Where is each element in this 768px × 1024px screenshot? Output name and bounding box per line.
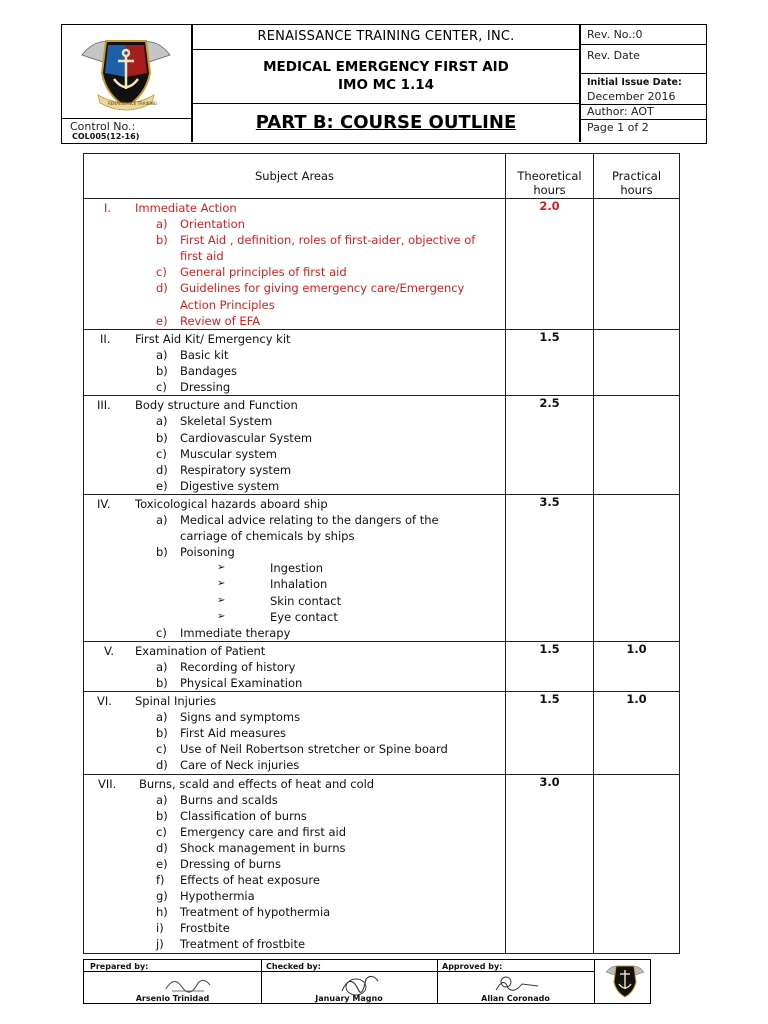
subtopic-item	[84, 741, 505, 757]
subtopic-item	[84, 709, 505, 725]
subtopic-letter: d)	[156, 840, 168, 855]
subtopic-item	[84, 675, 505, 691]
document-header	[61, 24, 707, 144]
arrow-bullet-icon: ➢	[217, 562, 226, 574]
section-numeral: VI.	[97, 694, 112, 709]
outline-section-row	[84, 396, 680, 495]
subtopic-item	[84, 576, 505, 592]
section-title: Body structure and Function	[135, 398, 298, 413]
subtopic-item	[84, 659, 505, 675]
subtopic-item	[84, 808, 505, 824]
subtopic-text: Ingestion	[270, 561, 324, 576]
practical-hours-cell	[594, 494, 680, 641]
section-title: Examination of Patient	[135, 643, 266, 658]
subtopic-item	[84, 904, 505, 920]
theoretical-hours-cell: 2.0	[506, 199, 594, 330]
subtopic-text: Muscular system	[180, 446, 278, 461]
subtopic-text: Immediate therapy	[180, 625, 291, 640]
signature-footer	[83, 959, 651, 1004]
subtopic-text: Treatment of hypothermia	[180, 905, 331, 920]
subject-cell	[84, 396, 506, 495]
outline-section-row	[84, 199, 680, 330]
table-header-row	[84, 154, 680, 199]
subtopic-item	[84, 824, 505, 840]
subtopic-item	[84, 593, 505, 609]
subtopic-letter: a)	[156, 710, 168, 725]
section-title: Spinal Injuries	[135, 694, 217, 709]
subtopic-item	[84, 413, 505, 429]
section-title: Burns, scald and effects of heat and cold	[139, 776, 375, 791]
subtopic-text: Burns and scalds	[180, 792, 278, 807]
subtopic-item	[84, 478, 505, 494]
initial-issue-date: December 2016	[587, 90, 676, 103]
subtopic-item	[84, 757, 505, 773]
signature-icon	[492, 972, 542, 996]
subtopic-text: Eye contact	[270, 609, 338, 624]
arrow-bullet-icon: ➢	[217, 594, 226, 606]
practical-hours-cell: 1.0	[594, 641, 680, 691]
rev-no: Rev. No.:0	[587, 28, 643, 41]
subtopic-letter: i)	[156, 921, 164, 936]
subtopic-letter: d)	[156, 281, 168, 296]
subtopic-letter: g)	[156, 889, 168, 904]
subject-areas-header	[84, 154, 506, 199]
subtopic-item	[84, 379, 505, 395]
subtopic-text: Skeletal System	[180, 414, 273, 429]
subtopic-letter: a)	[156, 792, 168, 807]
subtopic-item	[84, 232, 505, 248]
subtopic-item	[84, 528, 505, 544]
subtopic-item	[84, 446, 505, 462]
subtopic-text: Basic kit	[180, 348, 229, 363]
subtopic-text: Cardiovascular System	[180, 430, 313, 445]
approved-by-label: Approved by:	[442, 962, 503, 971]
signature-icon	[164, 973, 214, 995]
subtopic-letter: b)	[156, 364, 168, 379]
section-numeral: V.	[104, 643, 115, 658]
subtopic-text: Emergency care and first aid	[180, 824, 347, 839]
subtopic-item	[84, 280, 505, 296]
control-no-code: COL005(12-16)	[72, 132, 140, 141]
subtopic-item	[84, 313, 505, 329]
subtopic-letter: b)	[156, 233, 168, 248]
theoretical-hours-cell: 3.0	[506, 774, 594, 953]
practical-label: Practical	[611, 169, 662, 183]
subject-cell	[84, 692, 506, 774]
practical-hours-cell	[594, 774, 680, 953]
theoretical-hours-cell: 2.5	[506, 396, 594, 495]
subtopic-text: Dressing of burns	[180, 857, 281, 871]
company-logo	[76, 33, 176, 115]
subtopic-text: Care of Neck injuries	[180, 758, 300, 773]
subtopic-text: carriage of chemicals by ships	[180, 529, 355, 544]
subject-areas-label: Subject Areas	[254, 169, 335, 183]
subtopic-text: Treatment of frostbite	[180, 937, 306, 952]
subtopic-text: Orientation	[180, 217, 245, 232]
practical-hours-cell: 1.0	[594, 692, 680, 774]
section-numeral: III.	[97, 398, 111, 413]
course-title: MEDICAL EMERGENCY FIRST AID	[263, 59, 509, 75]
subtopic-letter: b)	[156, 675, 168, 690]
theoretical-hours-header	[506, 154, 594, 199]
subtopic-text: Physical Examination	[180, 675, 303, 690]
section-title: Toxicological hazards aboard ship	[135, 496, 328, 511]
subtopic-letter: c)	[156, 265, 167, 280]
subtopic-item	[84, 936, 505, 952]
subtopic-letter: c)	[156, 824, 167, 839]
subtopic-text: Use of Neil Robertson stretcher or Spine board	[180, 742, 448, 757]
subtopic-text: Recording of history	[180, 659, 296, 674]
subtopic-letter: f)	[156, 873, 165, 888]
subtopic-letter: d)	[156, 758, 168, 773]
subtopic-text: Effects of heat exposure	[180, 873, 320, 888]
subtopic-text: General principles of first aid	[180, 265, 347, 280]
subtopic-item	[84, 920, 505, 936]
subtopic-text: Review of EFA	[180, 313, 261, 328]
subtopic-letter: b)	[156, 545, 168, 560]
subject-cell	[84, 199, 506, 330]
section-numeral: II.	[100, 332, 111, 346]
subtopic-letter: c)	[156, 742, 167, 757]
subtopic-item	[84, 560, 505, 576]
subtopic-text: Bandages	[180, 364, 237, 379]
subtopic-text: Dressing	[180, 380, 231, 395]
course-code: IMO MC 1.14	[338, 77, 434, 93]
subtopic-text: Signs and symptoms	[180, 710, 301, 725]
practical-hours-cell	[594, 396, 680, 495]
subtopic-text: Digestive system	[180, 478, 280, 493]
subtopic-item	[84, 544, 505, 560]
subtopic-item	[84, 430, 505, 446]
subtopic-item	[84, 248, 505, 264]
subject-cell	[84, 494, 506, 641]
subtopic-text: Hypothermia	[180, 889, 255, 904]
subtopic-letter: a)	[156, 217, 168, 232]
rev-date: Rev. Date	[587, 49, 640, 62]
subtopic-text: Inhalation	[270, 577, 328, 592]
subtopic-letter: j)	[156, 937, 164, 952]
subtopic-text: Skin contact	[270, 593, 342, 608]
subtopic-letter: b)	[156, 430, 168, 445]
subtopic-item	[84, 347, 505, 363]
section-numeral: IV.	[97, 496, 111, 511]
course-outline-table	[83, 153, 680, 954]
outline-section-row	[84, 494, 680, 641]
subtopic-item	[84, 725, 505, 741]
subtopic-letter: e)	[156, 478, 168, 493]
subtopic-text: Medical advice relating to the dangers of the	[180, 513, 439, 528]
section-title: Immediate Action	[135, 201, 237, 215]
practical-hours-cell	[594, 199, 680, 330]
subtopic-item	[84, 363, 505, 379]
prepared-by-label: Prepared by:	[90, 962, 149, 971]
subtopic-item	[84, 512, 505, 528]
practical-hours-header	[594, 154, 680, 199]
subtopic-item	[84, 264, 505, 280]
subtopic-item	[84, 297, 505, 313]
approved-by-name: Allan Coronado	[481, 994, 550, 1003]
page-title: PART B: COURSE OUTLINE	[255, 112, 517, 133]
checked-by-label: Checked by:	[266, 962, 321, 971]
theoretical-hours-label: hours	[533, 183, 566, 197]
outline-section-row	[84, 330, 680, 396]
arrow-bullet-icon: ➢	[217, 578, 226, 590]
theoretical-hours-cell: 3.5	[506, 494, 594, 641]
section-numeral: I.	[104, 201, 112, 215]
subtopic-text: Action Principles	[180, 297, 275, 312]
subtopic-item	[84, 872, 505, 888]
subject-cell	[84, 330, 506, 396]
subtopic-letter: b)	[156, 808, 168, 823]
practical-hours-label: hours	[620, 183, 653, 197]
theoretical-hours-cell: 1.5	[506, 641, 594, 691]
subject-cell	[84, 641, 506, 691]
subtopic-letter: a)	[156, 513, 168, 528]
subtopic-item	[84, 888, 505, 904]
subtopic-item	[84, 462, 505, 478]
subtopic-letter: d)	[156, 462, 168, 477]
subtopic-text: Guidelines for giving emergency care/Emergency	[180, 281, 465, 296]
subtopic-item	[84, 856, 505, 872]
prepared-by-name: Arsenio Trinidad	[135, 994, 210, 1003]
subtopic-text: Frostbite	[180, 921, 230, 936]
subtopic-letter: c)	[156, 446, 167, 461]
footer-logo	[604, 962, 646, 1002]
outline-section-row	[84, 692, 680, 774]
subtopic-letter: a)	[156, 348, 168, 363]
logo-banner-text: RENAISSANCE TRAINING	[108, 101, 157, 106]
outline-section-row	[84, 641, 680, 691]
subtopic-letter: e)	[156, 857, 168, 871]
subtopic-letter: b)	[156, 726, 168, 741]
subtopic-text: First Aid , definition, roles of first-aider, objective of	[180, 233, 476, 248]
subtopic-letter: h)	[156, 905, 168, 920]
company-name: RENAISSANCE TRAINING CENTER, INC.	[257, 29, 515, 44]
subtopic-letter: e)	[156, 313, 168, 328]
author: Author: AOT	[587, 105, 654, 118]
outline-section-row	[84, 774, 680, 953]
theoretical-hours-cell: 1.5	[506, 330, 594, 396]
checked-by-name: January Magno	[315, 994, 383, 1003]
subtopic-item	[84, 609, 505, 625]
subtopic-text: First Aid measures	[180, 726, 287, 741]
practical-hours-cell	[594, 330, 680, 396]
subtopic-text: first aid	[180, 249, 224, 264]
subject-cell	[84, 774, 506, 953]
theoretical-label: Theoretical	[517, 169, 582, 183]
theoretical-hours-cell: 1.5	[506, 692, 594, 774]
subtopic-item	[84, 216, 505, 232]
section-numeral: VII.	[98, 776, 117, 791]
page-number: Page 1 of 2	[587, 121, 649, 134]
control-no-label: Control No.:	[70, 120, 136, 133]
subtopic-letter: c)	[156, 380, 167, 395]
subtopic-item	[84, 792, 505, 808]
subtopic-text: Classification of burns	[180, 808, 307, 823]
initial-issue-label: Initial Issue Date:	[587, 77, 682, 88]
subtopic-letter: c)	[156, 625, 167, 640]
subtopic-text: Respiratory system	[180, 462, 292, 477]
subtopic-letter: a)	[156, 414, 168, 429]
section-title: First Aid Kit/ Emergency kit	[135, 332, 291, 346]
subtopic-text: Shock management in burns	[180, 840, 346, 855]
subtopic-letter: a)	[156, 659, 168, 674]
subtopic-text: Poisoning	[180, 545, 235, 560]
arrow-bullet-icon: ➢	[217, 610, 226, 622]
subtopic-item	[84, 840, 505, 856]
subtopic-item	[84, 625, 505, 641]
